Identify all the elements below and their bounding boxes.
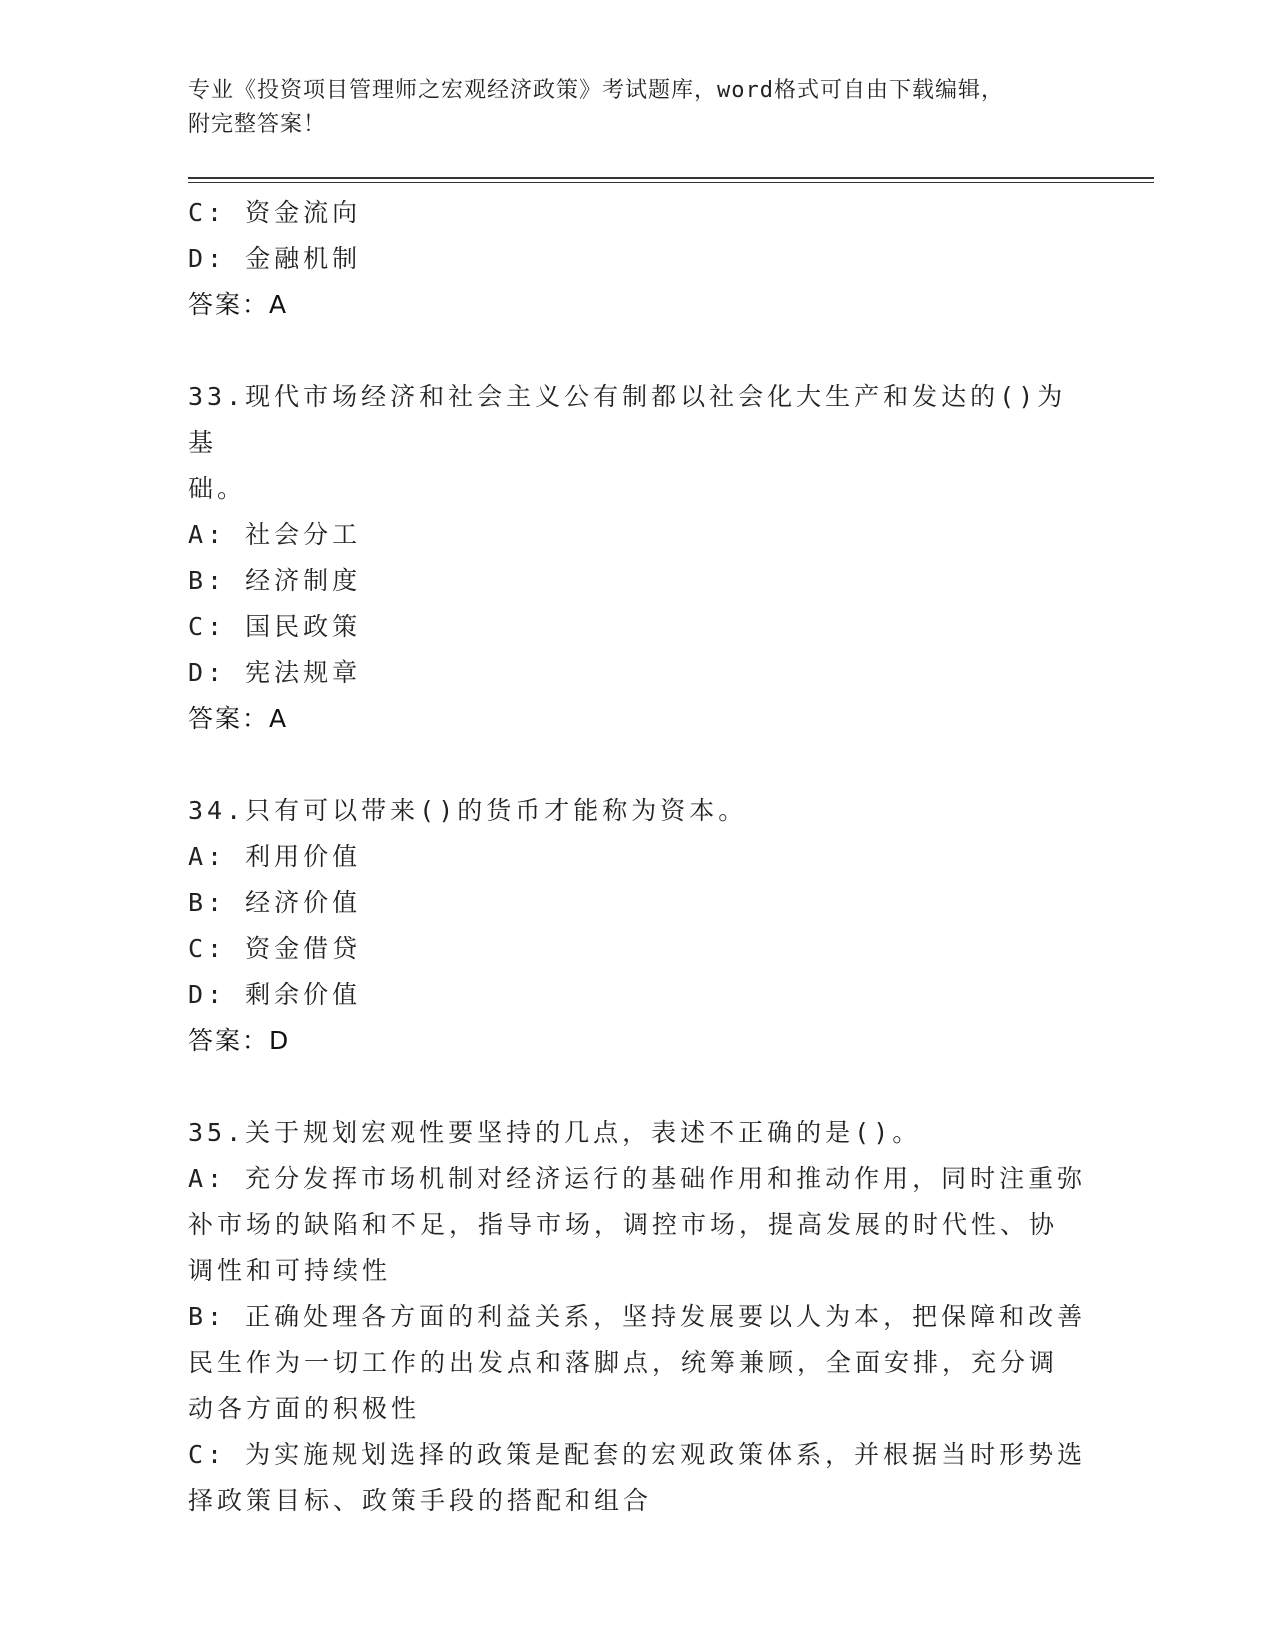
question-stem: 35.关于规划宏观性要坚持的几点，表述不正确的是()。: [188, 1118, 922, 1147]
header-divider-thick: [188, 177, 1154, 179]
option-d: D: 剩余价值: [188, 980, 362, 1009]
option-c: C: 资金流向: [188, 198, 362, 227]
document-header: [188, 74, 1088, 142]
option-c: C: 国民政策: [188, 612, 362, 641]
option-a-line-1: A: 充分发挥市场机制对经济运行的基础作用和推动作用，同时注重弥: [188, 1164, 1087, 1193]
option-b: B: 经济价值: [188, 888, 362, 917]
spacer: [188, 1064, 1088, 1110]
question-list: [188, 190, 1088, 1524]
option-b-line-3: 动各方面的积极性: [188, 1394, 421, 1423]
option-b-line-2: 民生作为一切工作的出发点和落脚点，统筹兼顾，全面安排，充分调: [188, 1348, 1059, 1377]
option-c-line-2: 择政策目标、政策手段的搭配和组合: [188, 1486, 653, 1515]
option-c: C: 资金借贷: [188, 934, 362, 963]
option-a-line-2: 补市场的缺陷和不足，指导市场，调控市场，提高发展的时代性、协: [188, 1210, 1059, 1239]
option-a: A: 利用价值: [188, 842, 362, 871]
question-stem: 33.现代市场经济和社会主义公有制都以社会化大生产和发达的()为基: [188, 382, 1067, 457]
spacer: [188, 328, 1088, 374]
answer: 答案：D: [188, 1026, 291, 1055]
option-b: B: 经济制度: [188, 566, 362, 595]
carryover-question: [188, 190, 1088, 328]
option-d: D: 金融机制: [188, 244, 362, 273]
question-33: [188, 374, 1088, 742]
header-line-1: 专业《投资项目管理师之宏观经济政策》考试题库，word格式可自由下载编辑，: [188, 78, 1004, 103]
question-34: [188, 788, 1088, 1064]
question-stem-cont: 础。: [188, 474, 247, 503]
header-divider-thin: [188, 182, 1154, 183]
option-a-line-3: 调性和可持续性: [188, 1256, 392, 1285]
question-35: [188, 1110, 1088, 1524]
answer: 答案：A: [188, 704, 289, 733]
question-stem: 34.只有可以带来()的货币才能称为资本。: [188, 796, 748, 825]
option-d: D: 宪法规章: [188, 658, 362, 687]
option-a: A: 社会分工: [188, 520, 362, 549]
option-b-line-1: B: 正确处理各方面的利益关系，坚持发展要以人为本，把保障和改善: [188, 1302, 1087, 1331]
header-line-2: 附完整答案！: [188, 112, 327, 137]
answer: 答案：A: [188, 290, 289, 319]
spacer: [188, 742, 1088, 788]
option-c-line-1: C: 为实施规划选择的政策是配套的宏观政策体系，并根据当时形势选: [188, 1440, 1087, 1469]
